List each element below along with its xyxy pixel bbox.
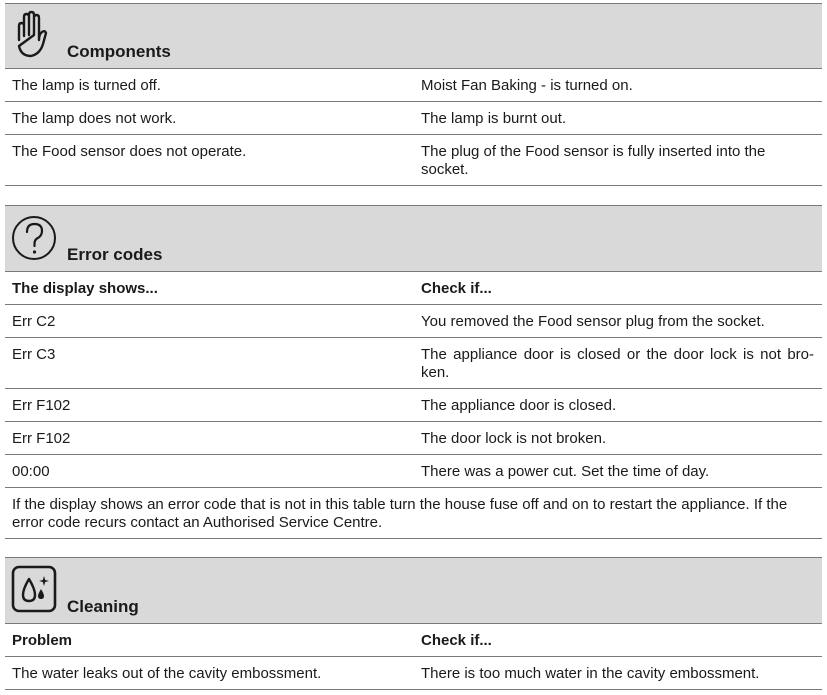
error-check: The appliance door is closed or the door lock is not bro-ken. [421, 346, 814, 381]
error-codes-note: If the display shows an error code that is not in this table turn the house fuse off and on to restart the appliance. If the error code recurs contact an Authorised Service Centre. [5, 488, 822, 539]
components-header [5, 3, 822, 69]
row-check: There is too much water in the cavity embossment. [421, 665, 760, 682]
row-cause: The lamp does not work. [12, 110, 177, 127]
row-cause: The Food sensor does not operate. [12, 143, 247, 160]
error-check: The door lock is not broken. [421, 430, 607, 447]
error-codes-section [5, 205, 822, 539]
header-check-if: Check if... [421, 632, 492, 649]
table-row [5, 305, 822, 338]
table-row [5, 389, 822, 422]
components-section [5, 3, 822, 186]
table-row [5, 657, 822, 690]
header-problem: Problem [12, 632, 73, 649]
question-circle-icon [11, 211, 59, 268]
error-code: Err F102 [12, 430, 71, 447]
water-drops-sparkle-icon [11, 565, 59, 620]
row-solution: The lamp is burnt out. [421, 110, 567, 127]
table-row [5, 135, 822, 186]
components-title: Components [67, 42, 171, 61]
error-code: Err C3 [12, 346, 56, 363]
error-check: The appliance door is closed. [421, 397, 617, 414]
error-code: Err C2 [12, 313, 56, 330]
cleaning-header [5, 557, 822, 624]
error-codes-header [5, 205, 822, 272]
error-check: You removed the Food sensor plug from the socket. [421, 313, 765, 330]
header-check-if: Check if... [421, 280, 492, 297]
table-header-row [5, 272, 822, 305]
error-code: 00:00 [12, 463, 50, 480]
hand-icon [11, 10, 51, 67]
table-row [5, 338, 822, 389]
table-row [5, 102, 822, 135]
row-problem: The water leaks out of the cavity embossment. [12, 665, 322, 682]
cleaning-section [5, 557, 822, 690]
error-check: There was a power cut. Set the time of day. [421, 463, 710, 480]
row-solution: Moist Fan Baking - is turned on. [421, 77, 633, 94]
cleaning-title: Cleaning [67, 597, 139, 616]
table-row [5, 455, 822, 488]
row-solution: The plug of the Food sensor is fully inserted into the socket. [421, 143, 766, 178]
row-cause: The lamp is turned off. [12, 77, 161, 94]
error-code: Err F102 [12, 397, 71, 414]
table-row [5, 422, 822, 455]
header-display-shows: The display shows... [12, 280, 158, 297]
table-header-row [5, 624, 822, 657]
error-codes-title: Error codes [67, 245, 163, 264]
table-row [5, 69, 822, 102]
